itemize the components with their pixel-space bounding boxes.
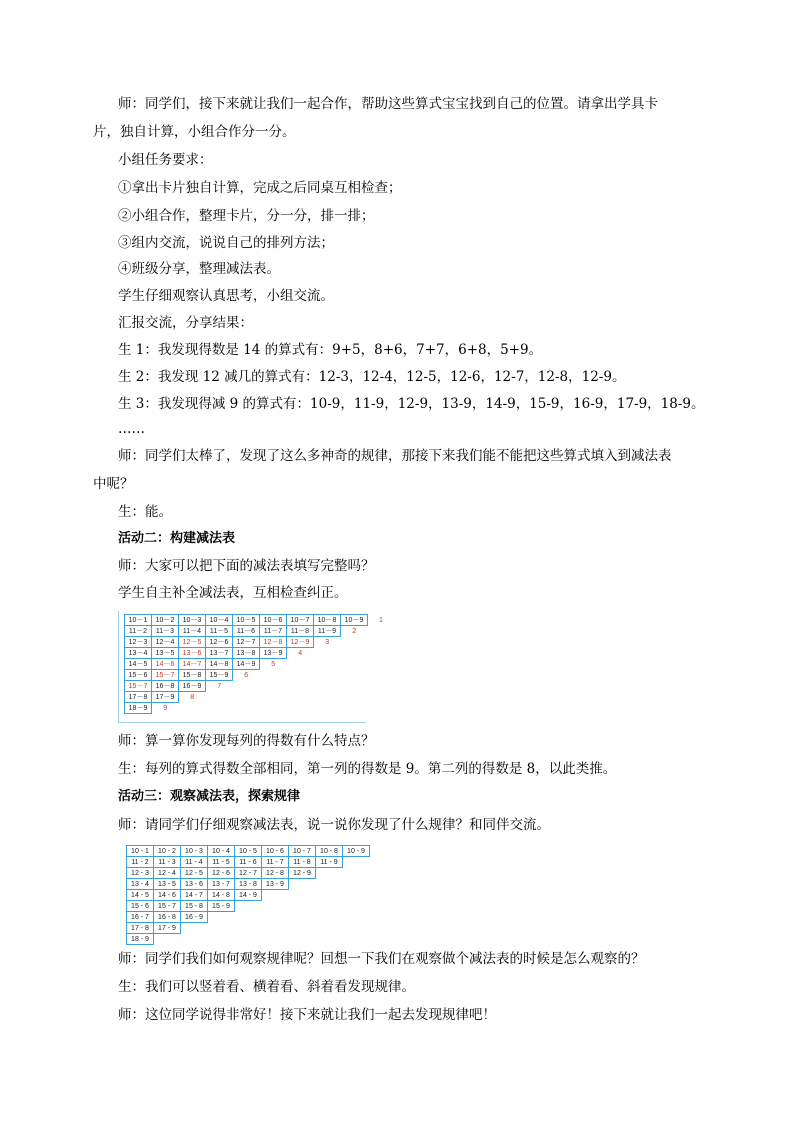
paragraph: 小组任务要求：	[118, 152, 213, 168]
answer-label: 9	[163, 704, 168, 712]
table-cell: 14 - 6	[154, 890, 181, 901]
subtraction-table-1	[124, 614, 395, 714]
table-cell: 17 - 9	[154, 923, 181, 934]
table-cell: 16 - 9	[181, 912, 208, 923]
table-row	[127, 923, 370, 934]
paragraph: 师：大家可以把下面的减法表填写完整吗？	[118, 558, 375, 574]
table-row	[127, 857, 370, 868]
table-cell: 13 - 4	[127, 879, 154, 890]
table-baseline	[118, 722, 366, 723]
paragraph: ②小组合作，整理卡片，分一分，排一排；	[118, 208, 375, 224]
table-cell: 12－5	[179, 637, 206, 648]
paragraph: 学生自主补全减法表，互相检查纠正。	[118, 585, 348, 601]
table-cell: 14－7	[179, 659, 206, 670]
table-cell: 14 - 9	[235, 890, 262, 901]
paragraph: 生 2：我发现 12 减几的算式有：12-3，12-4，12-5，12-6，12-7，12-8，12-9。	[118, 369, 626, 385]
table-cell: 12－3	[125, 637, 152, 648]
table-cell: 15－6	[125, 670, 152, 681]
table-cell: 11－2	[125, 626, 152, 637]
table-cell: 11－4	[179, 626, 206, 637]
answer-label: 2	[352, 627, 357, 635]
table-cell: 10 - 8	[316, 846, 343, 857]
paragraph: 师：同学们我们如何观察规律呢？回想一下我们在观察做个减法表的时候是怎么观察的？	[118, 951, 645, 967]
table-cell: 11－7	[260, 626, 287, 637]
paragraph: 汇报交流，分享结果：	[118, 315, 253, 331]
table-cell: 10－9	[341, 615, 368, 626]
table-cell: 10 - 7	[289, 846, 316, 857]
table-cell: 15－9	[206, 670, 233, 681]
table-cell: 15 - 6	[127, 901, 154, 912]
table-cell: 15 - 7	[154, 901, 181, 912]
table-cell: 13－7	[206, 648, 233, 659]
table-cell: 11 - 4	[181, 857, 208, 868]
answer-label: 5	[271, 660, 276, 668]
table-cell: 14 - 7	[181, 890, 208, 901]
table-row	[127, 846, 370, 857]
table-cell: 10－4	[206, 615, 233, 626]
table-cell: 14 - 8	[208, 890, 235, 901]
paragraph: 生 3：我发现得减 9 的算式有：10-9，11-9，12-9，13-9，14-9，15-9，16-9，17-9，18-9。	[118, 396, 705, 412]
table-cell: 15－7	[152, 670, 179, 681]
table-cell: 13 - 6	[181, 879, 208, 890]
table-cell: 15 - 9	[208, 901, 235, 912]
section-heading: 活动二：构建减法表	[118, 531, 236, 546]
table-cell: 12 - 5	[181, 868, 208, 879]
table-cell: 10－7	[287, 615, 314, 626]
table-cell: 16 - 7	[127, 912, 154, 923]
table-cell: 13 - 9	[262, 879, 289, 890]
table-cell: 14－5	[125, 659, 152, 670]
table-cell: 12－8	[260, 637, 287, 648]
ellipsis: ……	[118, 421, 145, 437]
paragraph: 师：算一算你发现每列的得数有什么特点？	[118, 733, 375, 749]
paragraph: 师：请同学们仔细观察减法表，说一说你发现了什么规律？和同伴交流。	[118, 817, 550, 833]
table-cell: 11－6	[233, 626, 260, 637]
table-cell: 13－9	[260, 648, 287, 659]
table-row	[127, 890, 370, 901]
table-cell: 13－5	[152, 648, 179, 659]
table-cell: 11－5	[206, 626, 233, 637]
table-cell: 13－8	[233, 648, 260, 659]
table-cell: 16－8	[152, 681, 179, 692]
paragraph: 师：同学们，接下来就让我们一起合作，帮助这些算式宝宝找到自己的位置。请拿出学具卡	[118, 96, 658, 112]
answer-label: 4	[298, 649, 303, 657]
table-cell: 12－7	[233, 637, 260, 648]
table-cell: 10 - 4	[208, 846, 235, 857]
paragraph: ④班级分享，整理减法表。	[118, 261, 280, 277]
table-cell: 10 - 1	[127, 846, 154, 857]
table-row	[127, 912, 370, 923]
table-cell: 10－8	[314, 615, 341, 626]
paragraph: ①拿出卡片独自计算，完成之后同桌互相检查；	[118, 180, 402, 196]
table-cell: 10－5	[233, 615, 260, 626]
table-cell: 11 - 5	[208, 857, 235, 868]
table-row	[125, 615, 395, 626]
table-cell: 12 - 9	[289, 868, 316, 879]
paragraph: 生：能。	[118, 504, 172, 520]
table-row	[127, 934, 370, 945]
paragraph: 片，独自计算，小组合作分一分。	[93, 124, 296, 140]
table-cell: 13 - 7	[208, 879, 235, 890]
table-cell: 10－3	[179, 615, 206, 626]
table-cell: 13 - 5	[154, 879, 181, 890]
table-cell: 14－8	[206, 659, 233, 670]
section-heading: 活动三：观察减法表，探索规律	[118, 789, 301, 804]
table-cell: 12－9	[287, 637, 314, 648]
table-cell: 10－6	[260, 615, 287, 626]
table-cell: 13 - 8	[235, 879, 262, 890]
table-cell: 14－6	[152, 659, 179, 670]
paragraph: 学生仔细观察认真思考，小组交流。	[118, 288, 334, 304]
table-cell: 15 - 8	[181, 901, 208, 912]
table-cell: 10 - 3	[181, 846, 208, 857]
table-cell: 13－6	[179, 648, 206, 659]
answer-label: 3	[325, 638, 330, 646]
table-cell: 17 - 8	[127, 923, 154, 934]
table-cell: 11－8	[287, 626, 314, 637]
table-cell: 12－4	[152, 637, 179, 648]
table-cell: 12 - 8	[262, 868, 289, 879]
table-cell: 11 - 8	[289, 857, 316, 868]
table-cell: 10－2	[152, 615, 179, 626]
paragraph: 生：每列的算式得数全部相同，第一列的得数是 9。第二列的得数是 8，以此类推。	[118, 761, 617, 777]
table-row	[125, 703, 395, 714]
table-cell: 14 - 5	[127, 890, 154, 901]
paragraph: 生 1：我发现得数是 14 的算式有：9+5，8+6，7+7，6+8，5+9。	[118, 342, 543, 358]
table-cell: 18－9	[125, 703, 152, 714]
table-cell: 10 - 9	[343, 846, 370, 857]
table-cell: 11 - 7	[262, 857, 289, 868]
subtraction-table-2	[126, 845, 370, 945]
paragraph: 生：我们可以竖着看、横着看、斜着看发现规律。	[118, 979, 415, 995]
table-cell: 12 - 6	[208, 868, 235, 879]
answer-label: 6	[244, 671, 249, 679]
table-cell: 10 - 5	[235, 846, 262, 857]
paragraph: 师：同学们太棒了，发现了这么多神奇的规律，那接下来我们能不能把这些算式填入到减法表	[118, 448, 672, 464]
table-row	[125, 626, 395, 637]
table-cell: 11 - 2	[127, 857, 154, 868]
table-cell: 12 - 7	[235, 868, 262, 879]
table-cell: 12 - 4	[154, 868, 181, 879]
paragraph: 中呢？	[93, 476, 134, 492]
table-cell: 18 - 9	[127, 934, 154, 945]
table-cell: 16 - 8	[154, 912, 181, 923]
table-row	[125, 670, 395, 681]
table-row	[125, 648, 395, 659]
table-cell: 15－8	[179, 670, 206, 681]
table-row	[125, 637, 395, 648]
table-row	[127, 901, 370, 912]
table-row	[125, 692, 395, 703]
table-cell: 17－8	[125, 692, 152, 703]
paragraph: 师：这位同学说得非常好！接下来就让我们一起去发现规律吧！	[118, 1007, 496, 1023]
table-cell: 10 - 6	[262, 846, 289, 857]
table-cell: 12－6	[206, 637, 233, 648]
table-cell: 11 - 6	[235, 857, 262, 868]
table-row	[127, 868, 370, 879]
paragraph: ③组内交流，说说自己的排列方法；	[118, 235, 334, 251]
answer-label: 8	[190, 693, 195, 701]
table-row	[127, 879, 370, 890]
table-cell: 15－7	[125, 681, 152, 692]
table-cell: 12 - 3	[127, 868, 154, 879]
table-cell: 16－9	[179, 681, 206, 692]
table-cell: 14－9	[233, 659, 260, 670]
table-row	[125, 659, 395, 670]
answer-label: 1	[379, 616, 383, 624]
table-cell: 11－3	[152, 626, 179, 637]
table-cell: 17－9	[152, 692, 179, 703]
table-cell: 11 - 9	[316, 857, 343, 868]
table-row	[125, 681, 395, 692]
table-border-left	[118, 611, 119, 723]
table-cell: 11－9	[314, 626, 341, 637]
table-cell: 10 - 2	[154, 846, 181, 857]
table-cell: 11 - 3	[154, 857, 181, 868]
answer-label: 7	[217, 682, 222, 690]
table-cell: 10－1	[125, 615, 152, 626]
table-cell: 13－4	[125, 648, 152, 659]
